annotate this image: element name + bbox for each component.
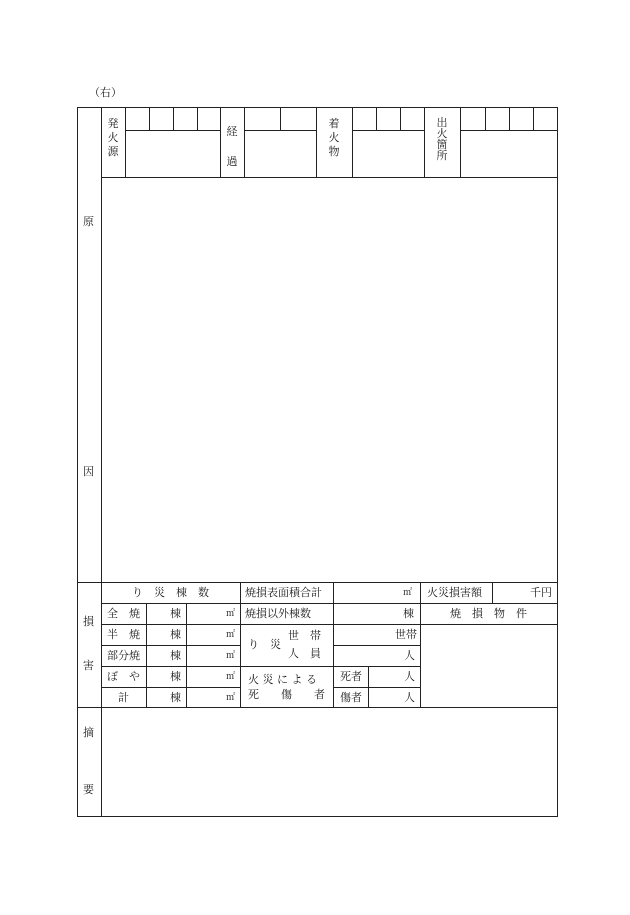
label-cause-2: 因 [83, 465, 94, 478]
households-unit: 世帯 [395, 628, 417, 641]
unit-bldg-1: 棟 [170, 607, 181, 620]
unit-bldg-3: 棟 [170, 649, 181, 662]
unit-area-1: ㎡ [226, 609, 236, 619]
row-label-total-burn: 全 焼 [107, 607, 140, 620]
label-damage-1: 損 [83, 615, 94, 628]
casualty-label-1: 火 災 に よ る [248, 673, 317, 686]
burnt-area-total-label: 焼損表面積合計 [245, 586, 322, 599]
victims-label-prefix: り 災 [248, 638, 281, 651]
row-label-partial-burn: 部分焼 [107, 649, 140, 662]
row-label-half-burn: 半 焼 [107, 628, 140, 641]
unit-area-2: ㎡ [226, 630, 236, 640]
building-count-header: り 災 棟 数 [132, 586, 209, 599]
unit-bldg-2: 棟 [170, 628, 181, 641]
persons-label: 人 員 [288, 647, 321, 660]
row-label-small-fire: ぼ や [107, 670, 140, 683]
burnt-area-unit: ㎡ [403, 588, 413, 598]
unit-area-3: ㎡ [226, 651, 236, 661]
dead-label: 死者 [340, 670, 362, 683]
injured-label: 傷者 [340, 691, 362, 704]
label-ignited-material: 着 火 物 [328, 117, 340, 158]
label-process: 経 過 [226, 125, 238, 168]
households-label: 世 帯 [288, 629, 321, 642]
loss-amount-label: 火災損害額 [427, 586, 482, 599]
casualty-label-2: 死 傷 者 [248, 688, 325, 701]
unit-bldg-5: 棟 [170, 691, 181, 704]
unit-area-5: ㎡ [226, 693, 236, 703]
row-label-total: 計 [118, 691, 129, 704]
label-fire-origin: 出 火 箇 所 [436, 116, 448, 162]
unit-bldg-4: 棟 [170, 670, 181, 683]
dead-unit: 人 [404, 670, 415, 683]
label-summary-1: 摘 [83, 726, 94, 739]
other-bldgs-label: 焼損以外棟数 [245, 607, 311, 620]
label-cause-1: 原 [83, 215, 94, 228]
persons-unit: 人 [404, 649, 415, 662]
unit-area-4: ㎡ [226, 672, 236, 682]
other-bldgs-unit: 棟 [403, 607, 414, 620]
label-damage-2: 害 [83, 659, 94, 672]
loss-amount-unit: 千円 [530, 586, 552, 599]
injured-unit: 人 [404, 691, 415, 704]
page-side-label: （右） [89, 86, 122, 99]
burnt-items-label: 焼 損 物 件 [450, 607, 527, 620]
label-fire-source: 発 火 源 [107, 117, 119, 158]
label-summary-2: 要 [83, 783, 94, 796]
